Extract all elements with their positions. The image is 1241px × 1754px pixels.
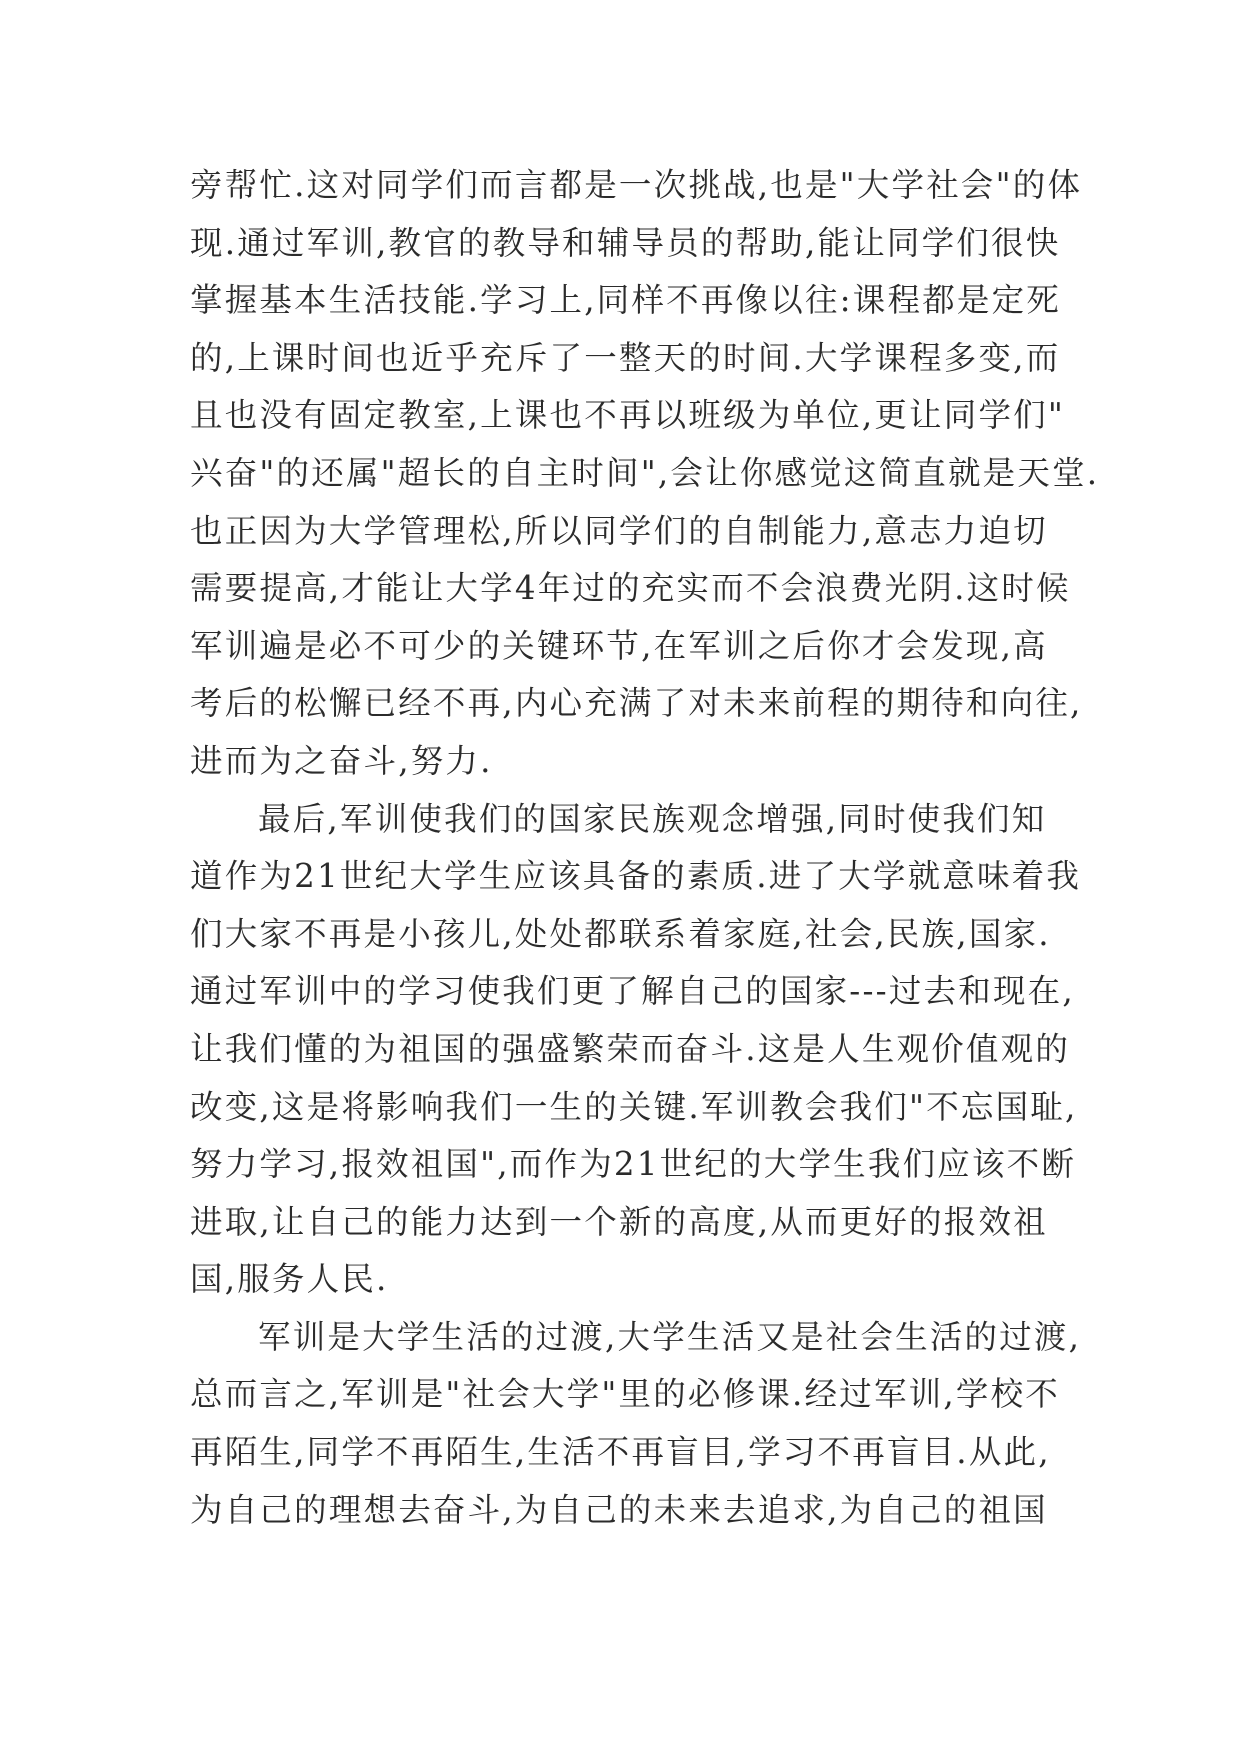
text-line: 兴奋"的还属"超长的自主时间",会让你感觉这简直就是天堂. bbox=[190, 453, 1100, 492]
text-line: 掌握基本生活技能.学习上,同样不再像以往:课程都是定死 bbox=[190, 281, 1062, 320]
body-text bbox=[190, 157, 1100, 1539]
text-line: 进而为之奋斗,努力. bbox=[190, 741, 493, 780]
text-line: 旁帮忙.这对同学们而言都是一次挑战,也是"大学社会"的体 bbox=[190, 166, 1083, 204]
text-line: 军训是大学生活的过渡,大学生活又是社会生活的过渡, bbox=[258, 1317, 1082, 1356]
text-line: 需要提高,才能让大学4年过的充实而不会浪费光阴.这时候 bbox=[190, 569, 1071, 608]
text-line: 再陌生,同学不再陌生,生活不再盲目,学习不再盲目.从此, bbox=[190, 1433, 1051, 1472]
text-line: 让我们懂的为祖国的强盛繁荣而奋斗.这是人生观价值观的 bbox=[190, 1029, 1071, 1068]
text-line: 现.通过军训,教官的教导和辅导员的帮助,能让同学们很快 bbox=[190, 223, 1061, 262]
text-line: 总而言之,军训是"社会大学"里的必修课.经过军训,学校不 bbox=[190, 1375, 1060, 1414]
paragraph-1 bbox=[190, 157, 1100, 791]
text-line: 努力学习,报效祖国",而作为21世纪的大学生我们应该不断 bbox=[190, 1145, 1077, 1184]
text-line: 道作为21世纪大学生应该具备的素质.进了大学就意味着我 bbox=[190, 857, 1082, 896]
text-line: 最后,军训使我们的国家民族观念增强,同时使我们知 bbox=[258, 799, 1047, 838]
text-line: 通过军训中的学习使我们更了解自己的国家---过去和现在, bbox=[190, 972, 1075, 1011]
paragraph-2 bbox=[190, 791, 1082, 1309]
text-line: 国,服务人民. bbox=[190, 1260, 389, 1299]
text-line: 军训遍是必不可少的关键环节,在军训之后你才会发现,高 bbox=[190, 626, 1048, 665]
text-line: 且也没有固定教室,上课也不再以班级为单位,更让同学们" bbox=[190, 396, 1066, 435]
text-line: 们大家不再是小孩儿,处处都联系着家庭,社会,民族,国家. bbox=[190, 914, 1051, 953]
paragraph-3 bbox=[190, 1309, 1082, 1539]
text-line: 也正因为大学管理松,所以同学们的自制能力,意志力迫切 bbox=[190, 511, 1048, 550]
text-line: 为自己的理想去奋斗,为自己的未来去追求,为自己的祖国 bbox=[190, 1490, 1048, 1529]
text-line: 的,上课时间也近乎充斥了一整天的时间.大学课程多变,而 bbox=[190, 338, 1061, 377]
text-line: 考后的松懈已经不再,内心充满了对未来前程的期待和向往, bbox=[190, 684, 1083, 723]
text-line: 进取,让自己的能力达到一个新的高度,从而更好的报效祖 bbox=[190, 1202, 1048, 1241]
text-line: 改变,这是将影响我们一生的关键.军训教会我们"不忘国耻, bbox=[190, 1087, 1078, 1126]
